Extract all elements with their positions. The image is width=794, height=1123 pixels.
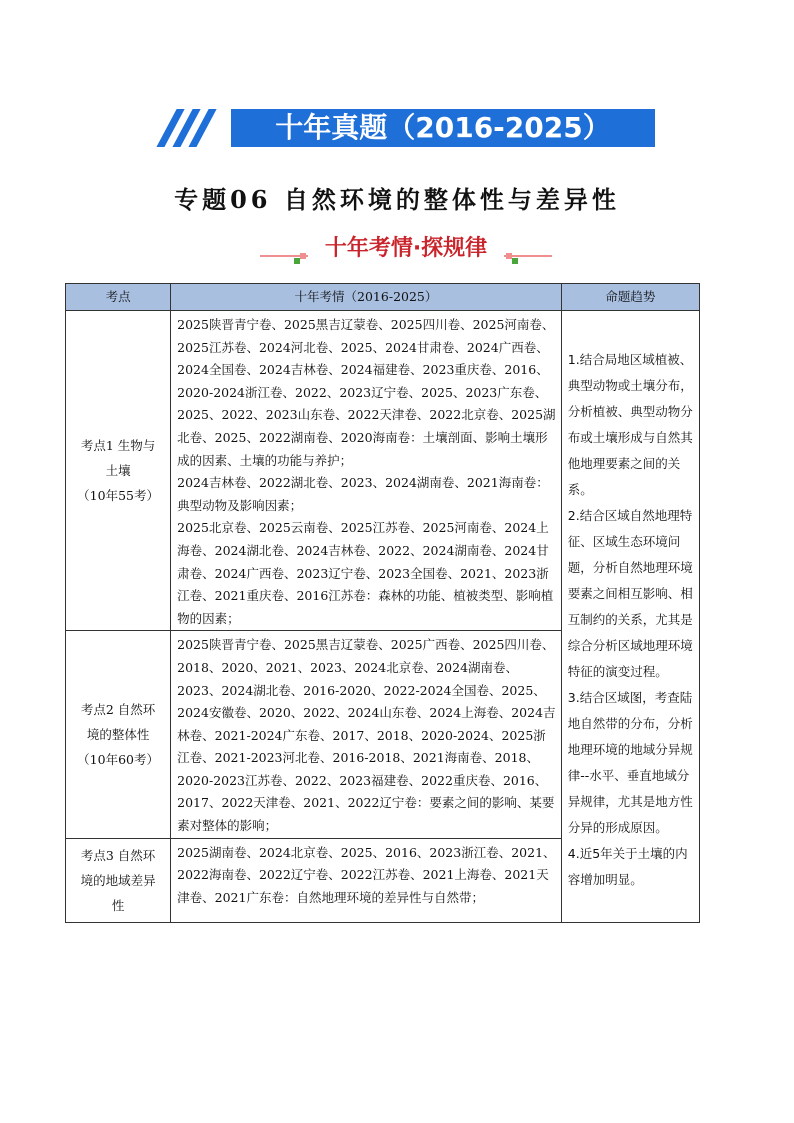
banner-stripes: [156, 109, 231, 147]
kaodian-line: 考点2 自然环: [80, 701, 156, 717]
kaodian-line: 境的地域差异: [80, 872, 156, 888]
exam-table: [65, 283, 700, 923]
table-header-row: [66, 284, 700, 311]
exam-paragraph: 2025陕晋青宁卷、2025黑吉辽蒙卷、2025广西卷、2025四川卷、2018、2020、2021、2023、2024北京卷、2024湖南卷、2023、2024湖北卷、2016-2020、2022-2024全国卷、2025、2024安徽卷、2020、2022、2024山东卷、2024上海卷、2024吉林卷、2021-2024广东卷、2017、2018、2020-2024、2025浙江卷、2021-2023河北卷、2016-2018、2021海南卷、2018、2020-2023江苏卷、2022、2023福建卷、2022重庆卷、2016、2017、2022天津卷、2021、2022辽宁卷：要素之间的影响、某要素对整体的影响；: [177, 637, 556, 834]
topic-title: 专题06 自然环境的整体性与差异性: [174, 185, 620, 214]
exams-cell: [171, 311, 562, 631]
exams-cell: [171, 631, 562, 838]
decor-square: [512, 258, 518, 264]
kaodian-line: 土壤: [105, 463, 131, 479]
kaodian-line: 性: [111, 897, 125, 913]
kaodian-line: 境的整体性: [86, 726, 150, 742]
trend-item: 2.结合区域自然地理特征、区域生态环境问题，分析自然地理环境要素之间相互影响、相互制约的关系，尤其是综合分析区域地理环境特征的演变过程。: [567, 508, 693, 679]
header-trend: 命题趋势: [561, 284, 699, 311]
trend-cell: [561, 311, 699, 923]
section-heading-text: 十年考情·探规律: [324, 236, 488, 261]
decor-square: [300, 253, 306, 259]
kaodian-cell: [66, 838, 171, 922]
kaodian-line: （10年55考）: [77, 488, 159, 504]
kaodian-cell: [66, 311, 171, 631]
title-banner: [156, 109, 655, 147]
exam-paragraph: 2025北京卷、2025云南卷、2025江苏卷、2025河南卷、2024上海卷、2024湖北卷、2024吉林卷、2022、2024湖南卷、2024甘肃卷、2024广西卷、2023辽宁卷、2023全国卷、2021、2023浙江卷、2021重庆卷、2016江苏卷：森林的功能、植被类型、影响植物的因素；: [177, 520, 554, 626]
kaodian-line: 考点3 自然环: [80, 847, 156, 863]
kaodian-cell: [66, 631, 171, 838]
trend-item: 1.结合局地区域植被、典型动物或土壤分布，分析植被、典型动物分布或土壤形成与自然其他地理要素之间的关系。: [567, 352, 693, 497]
banner-title: 十年真题（2016-2025）: [275, 111, 611, 144]
header-kaodian: 考点: [66, 284, 171, 311]
divider-right: [504, 255, 552, 257]
table-row: [66, 311, 700, 631]
trend-item: 3.结合区域图，考查陆地自然带的分布，分析地理环境的地域分异规律--水平、垂直地域分异规律，尤其是地方性分异的形成原因。: [567, 690, 693, 835]
section-heading: [260, 234, 552, 264]
kaodian-line: （10年60考）: [77, 751, 159, 767]
exam-paragraph: 2025湖南卷、2024北京卷、2025、2016、2023浙江卷、2021、2022海南卷、2022辽宁卷、2022江苏卷、2021上海卷、2021天津卷、2021广东卷：自然地理环境的差异性与自然带；: [177, 844, 556, 905]
kaodian-line: 考点1 生物与: [80, 438, 156, 454]
exams-cell: [171, 838, 562, 922]
header-exams: 十年考情（2016-2025）: [171, 284, 562, 311]
exam-paragraph: 2025陕晋青宁卷、2025黑吉辽蒙卷、2025四川卷、2025河南卷、2025江苏卷、2024河北卷、2025、2024甘肃卷、2024广西卷、2024全国卷、2024吉林卷、2024福建卷、2023重庆卷、2016、2020-2024浙江卷、2022、2023辽宁卷、2025、2023广东卷、2025、2022、2023山东卷、2022天津卷、2022北京卷、2025湖北卷、2025、2022湖南卷、2020海南卷：土壤剖面、影响土壤形成的因素、土壤的功能与养护；: [177, 317, 556, 468]
exam-paragraph: 2024吉林卷、2022湖北卷、2023、2024湖南卷、2021海南卷：典型动物及影响因素；: [177, 475, 549, 513]
trend-item: 4.近5年关于土壤的内容增加明显。: [567, 846, 688, 887]
